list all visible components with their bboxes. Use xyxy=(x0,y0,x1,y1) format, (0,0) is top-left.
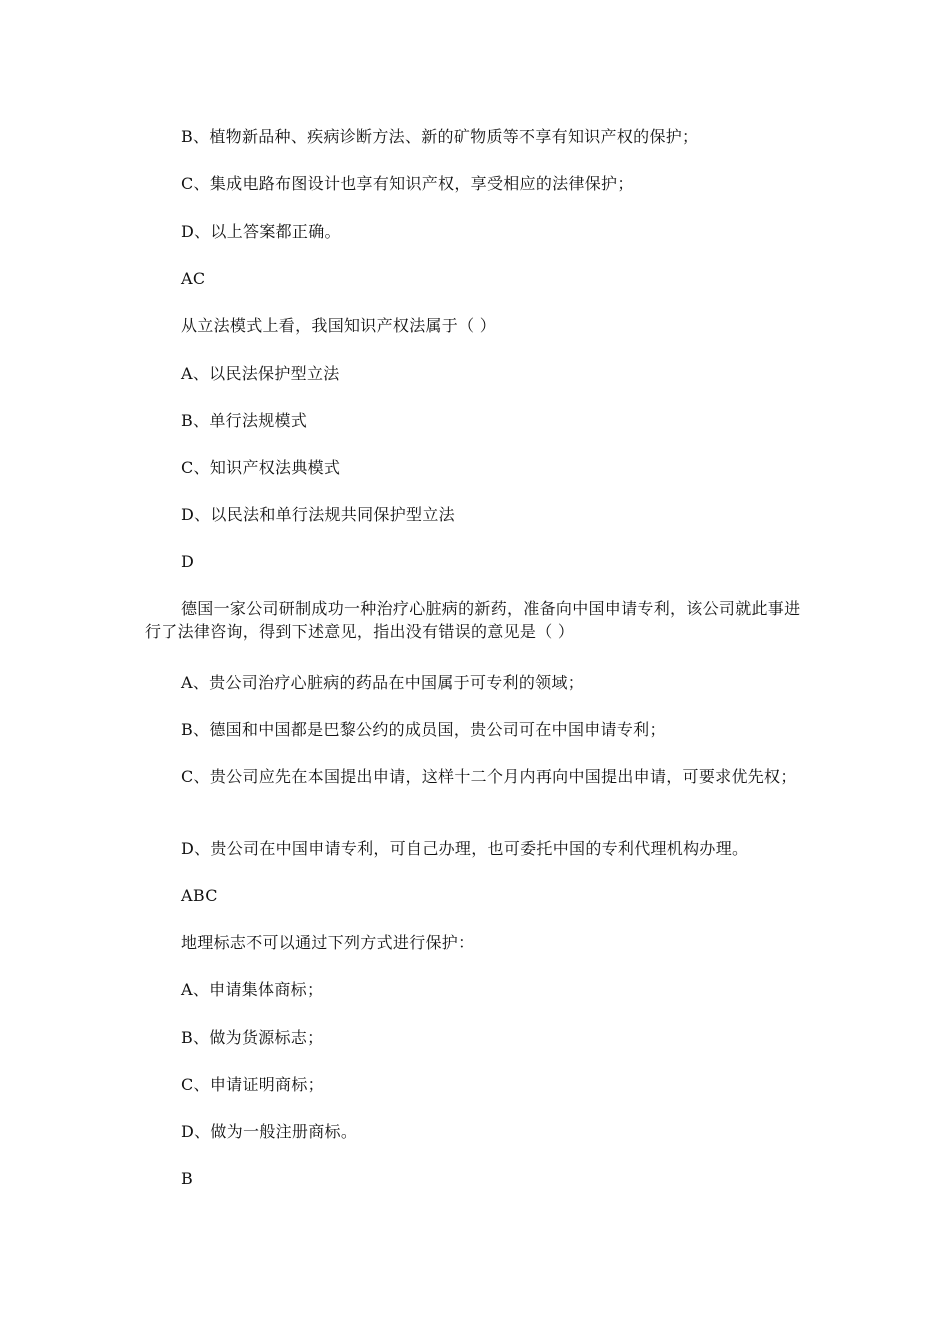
question-q2: 从立法模式上看，我国知识产权法属于（ ） xyxy=(181,316,497,335)
option-c-q4: C、申请证明商标； xyxy=(181,1075,324,1094)
answer-q3: ABC xyxy=(181,886,218,905)
option-b-q2: B、单行法规模式 xyxy=(181,411,308,430)
answer-q2: D xyxy=(181,552,195,571)
option-b-q1: B、植物新品种、疾病诊断方法、新的矿物质等不享有知识产权的保护； xyxy=(181,127,699,146)
option-d-q1: D、以上答案都正确。 xyxy=(181,222,341,241)
option-a-q3: A、贵公司治疗心脏病的药品在中国属于可专利的领域； xyxy=(181,673,585,692)
option-d-q2: D、以民法和单行法规共同保护型立法 xyxy=(181,505,455,524)
answer-q4: B xyxy=(181,1169,194,1188)
option-b-q3: B、德国和中国都是巴黎公约的成员国，贵公司可在中国申请专利； xyxy=(181,720,666,739)
option-a-q4: A、申请集体商标； xyxy=(181,980,324,999)
option-c-q3: C、贵公司应先在本国提出申请，这样十二个月内再向中国提出申请，可要求优先权； xyxy=(181,767,797,786)
answer-q1: AC xyxy=(181,269,206,288)
option-c-q1: C、集成电路布图设计也享有知识产权，享受相应的法律保护； xyxy=(181,174,634,193)
question-q4: 地理标志不可以通过下列方式进行保护： xyxy=(181,933,475,952)
question-q3: 德国一家公司研制成功一种治疗心脏病的新药，准备向中国申请专利，该公司就此事进行了法律咨询，得到下述意见，指出没有错误的意见是（ ） xyxy=(145,599,801,641)
option-d-q4: D、做为一般注册商标。 xyxy=(181,1122,358,1141)
option-d-q3: D、贵公司在中国申请专利，可自己办理，也可委托中国的专利代理机构办理。 xyxy=(181,839,749,858)
option-b-q4: B、做为货源标志； xyxy=(181,1028,324,1047)
option-a-q2: A、以民法保护型立法 xyxy=(181,364,340,383)
option-c-q2: C、知识产权法典模式 xyxy=(181,458,341,477)
